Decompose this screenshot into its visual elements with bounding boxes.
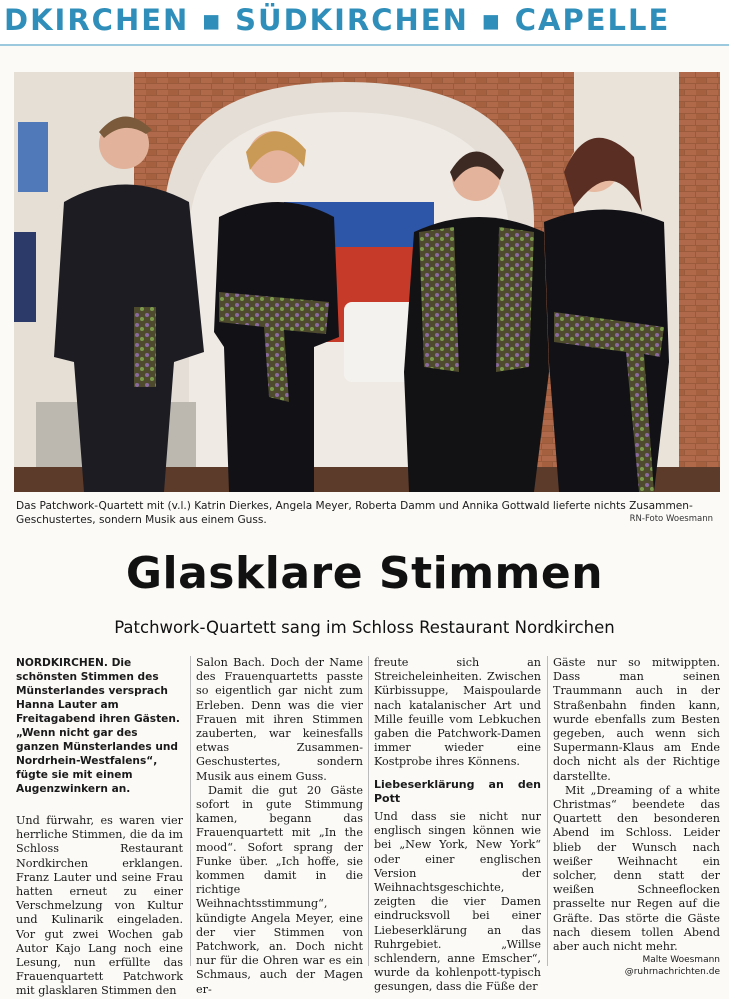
body-paragraph: Damit die gut 20 Gäste sofort in gute Stimmung kamen, begann das Frauenquartett mit „In the mood“. Sofort sprang der Funke über. „Ich hoffe, sie kommen damit in die richtige Weihnachtsstimmung“, kündigte Angela Meyer, eine der vier Stimmen von Patchwork, an. Doch nicht nur für die Ohren war es ein Schmaus, auch der Magen er- [196, 783, 363, 996]
author-signature: Malte Woesmann [642, 955, 720, 966]
photo-credit: RN-Foto Woesmann [629, 514, 713, 524]
column-4 [553, 656, 720, 978]
lead-paragraph [16, 656, 183, 796]
article-headline: Glasklare Stimmen [125, 548, 604, 599]
body-paragraph: freute sich an Streicheleinheiten. Zwischen Kürbissuppe, Maispoularde nach katalanischer Art und Mille feuille vom Lebkuchen gaben die Patchwork-Damen immer wieder eine Kostprobe ihres Könnens. [374, 656, 541, 769]
column-3 [374, 656, 541, 995]
column-divider [368, 656, 369, 966]
article-subheadline: Patchwork-Quartett sang im Schloss Restaurant Nordkirchen [114, 618, 615, 637]
column-2 [196, 656, 363, 997]
article-photo [14, 72, 720, 492]
column-divider [190, 656, 191, 966]
photo-caption: Das Patchwork-Quartett mit (v.l.) Katrin Dierkes, Angela Meyer, Roberta Damm und Annika Gottwald lieferte nichts Zusammen-Geschustertes, sondern Musik aus einem Guss. [16, 500, 693, 526]
body-paragraph: Und dass sie nicht nur englisch singen können wie bei „New York, New York“ oder einer englischen Version der Weihnachtsgeschichte, zeigten die vier Damen eindrucksvoll bei einer Liebeserklärung an das Ruhrgebiet. „Willse schlendern, anne Emscher“, wurde da kohlenpott-typisch gesungen, dass die Füße der [374, 810, 541, 994]
website-signature: @ruhrnachrichten.de [624, 967, 720, 978]
lead-text: Die schönsten Stimmen des Münsterlandes versprach Hanna Lauter am Freitagabend ihren Gästen. „Wenn nicht gar des ganzen Münsterlandes und Nordrhein-Westfalens“, fügte sie mit einem Augenzwinkern an. [16, 657, 180, 795]
page-header [0, 0, 729, 46]
body-paragraph: Und fürwahr, es waren vier herrliche Stimmen, die da im Schloss Restaurant Nordkirchen erklangen. Franz Lauter und seine Frau hatten erneut zu einer Verschmelzung von Kultur und Kulinarik eingeladen. Vor gut zwei Wochen gab Autor Kajo Lang noch eine Lesung, nun erfüllte das Frauenquartett Patchwork mit glasklaren Stimmen den [16, 814, 183, 998]
body-paragraph: Salon Bach. Doch der Name des Frauenquartetts passte so eigentlich gar nicht zum Erleben. Denn was die vier Frauen mit ihren Stimmen zauberten, war keinesfalls etwas Zusammen-Geschustertes, sondern Musik aus einem Guss. [196, 656, 363, 783]
section-title: DKIRCHEN ▪ SÜDKIRCHEN ▪ CAPELLE [4, 3, 671, 37]
column-divider [547, 656, 548, 966]
body-paragraph: Gäste nur so mitwippten. Dass man seinen Traummann auch in der Straßenbahn finden kann, wurde ebenfalls zum Besten gegeben, auch wenn sich Supermann-Klaus am Ende doch nicht als der Richtige darstellte. [553, 656, 720, 783]
quartet-photo-illustration [14, 72, 720, 492]
body-paragraph: Mit „Dreaming of a white Christmas“ beendete das Quartett den besonderen Abend im Schloss. Leider blieb der Wunsch nach weißer Weihnacht ein solcher, denn statt der weißen Schneeflocken prasselte nur Regen auf die Gräfte. Das störte die Gäste nach diesem tollen Abend aber auch nicht mehr. [553, 783, 720, 954]
section-subheading: Liebeserklärung an den Pott [374, 777, 541, 805]
column-1 [16, 656, 183, 999]
dateline: NORDKIRCHEN. [16, 657, 108, 669]
